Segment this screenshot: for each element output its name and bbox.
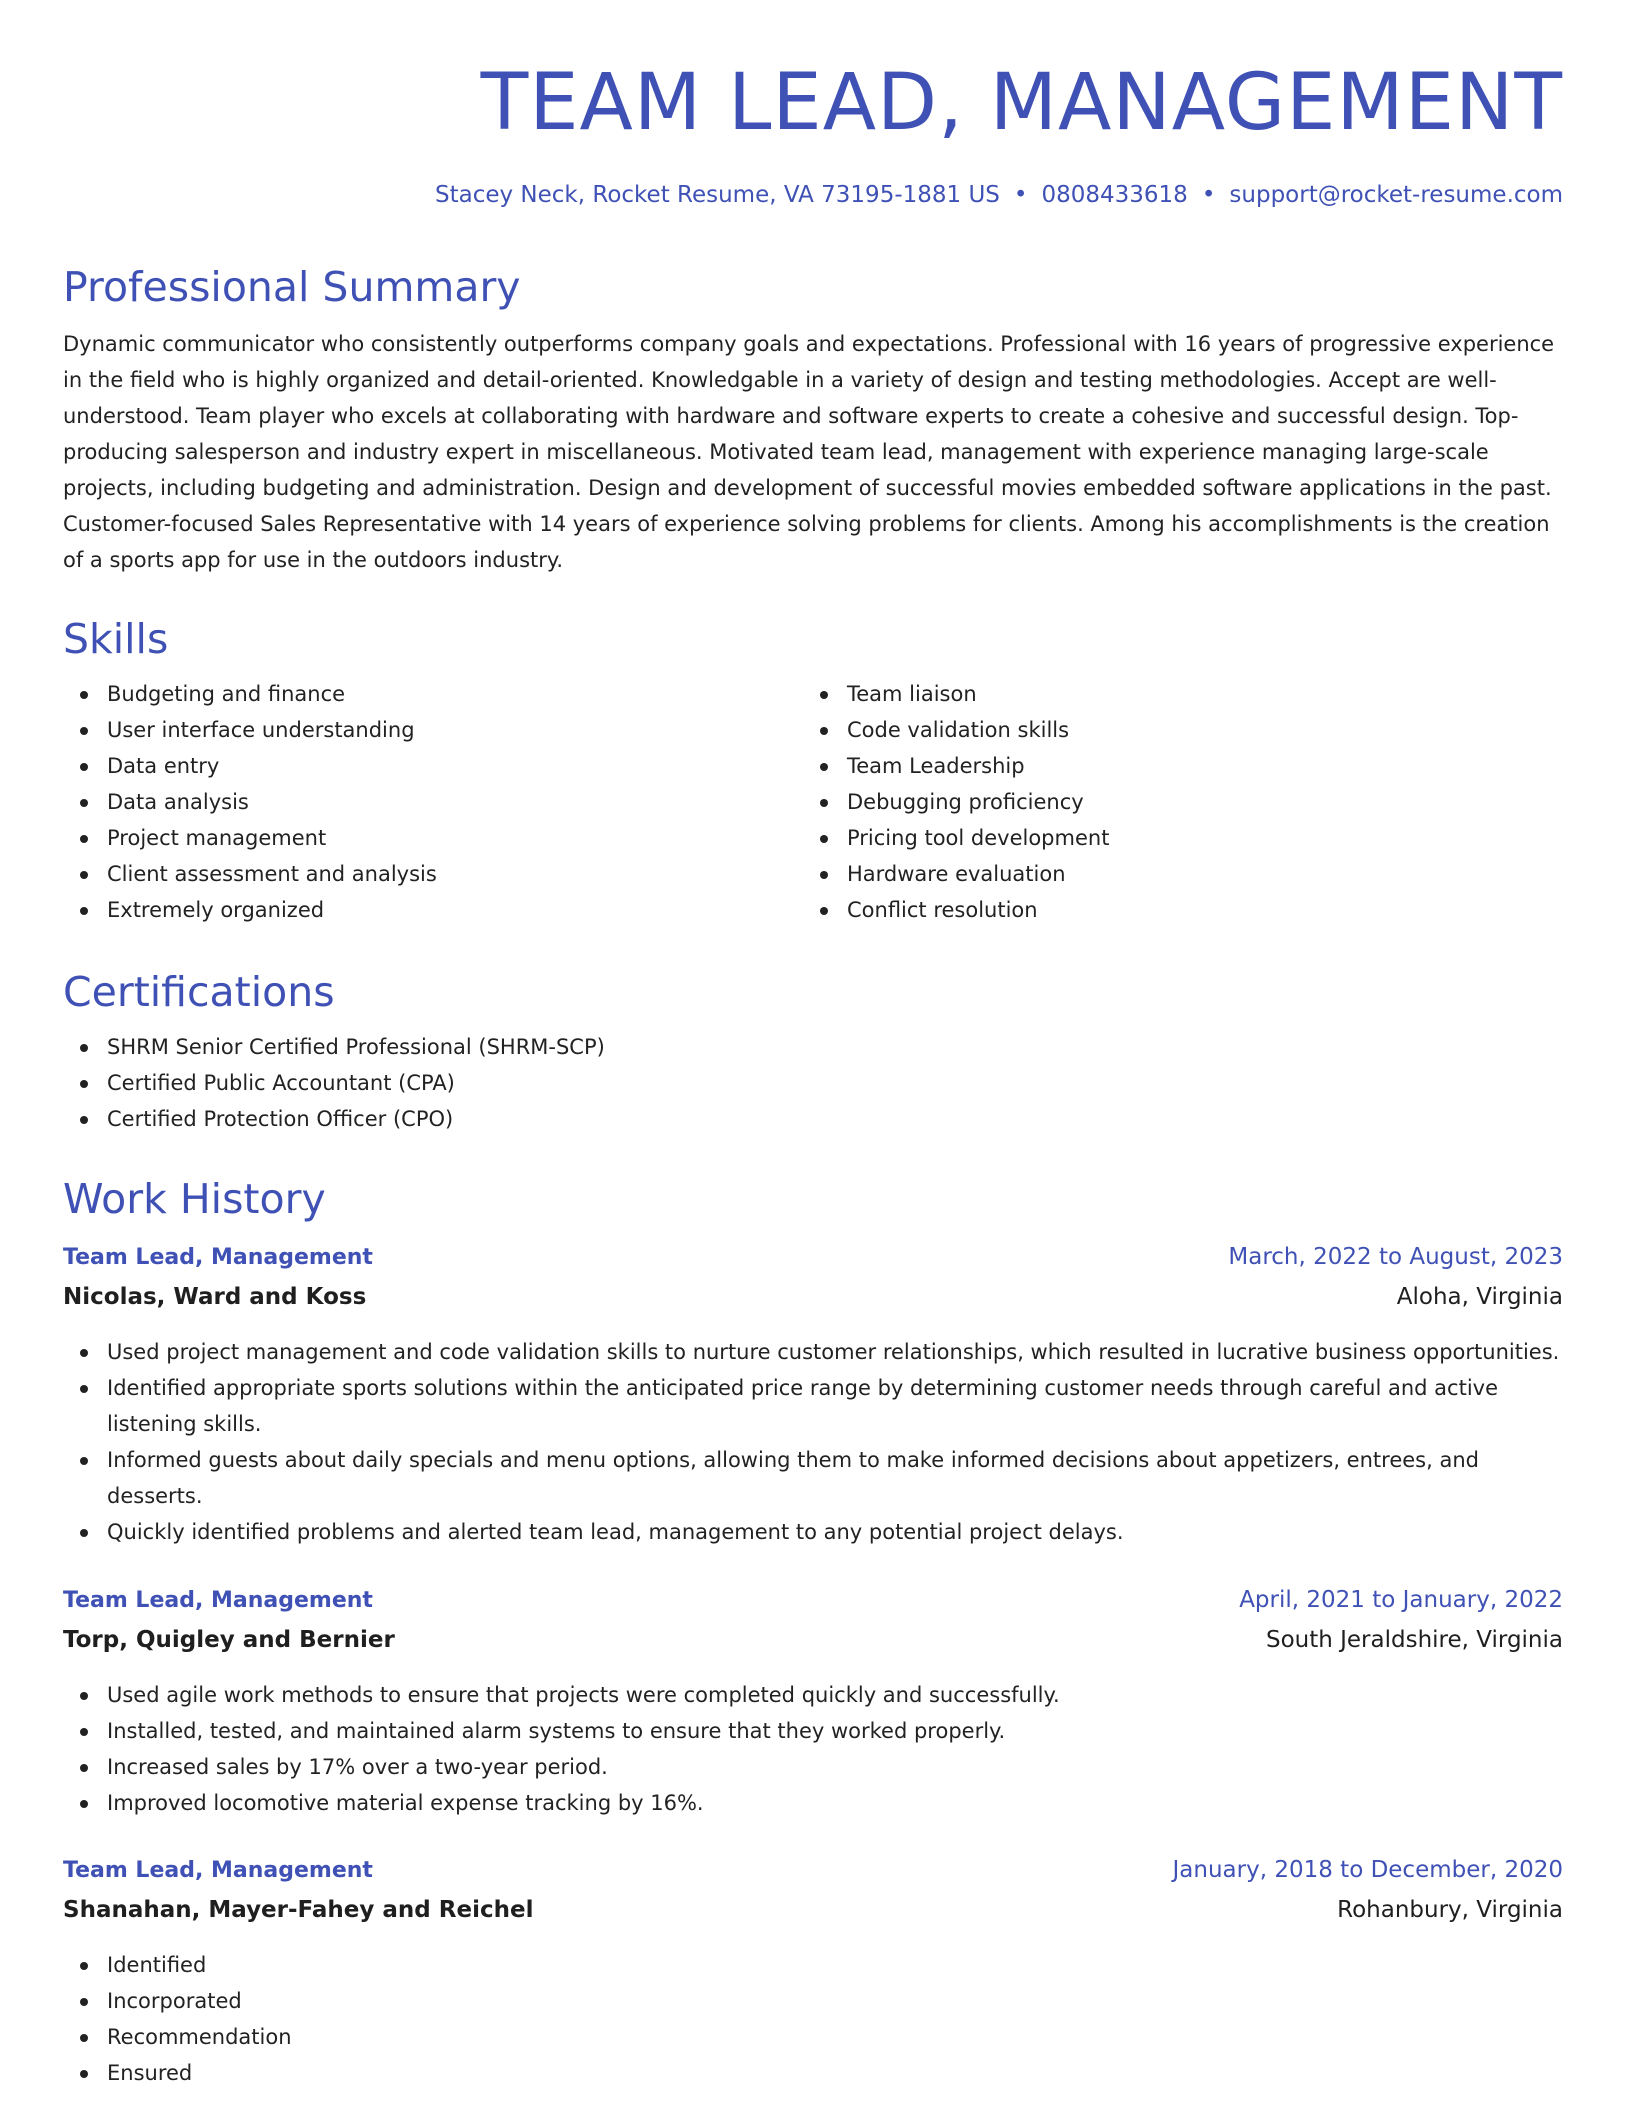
job-title-row [63,1857,1563,1897]
job-bullet: Incorporated [63,1983,1563,2019]
skill-item: Team Leadership [803,748,1543,784]
certification-item: SHRM Senior Certified Professional (SHRM-SCP) [63,1029,1563,1065]
skill-item: Code validation skills [803,712,1543,748]
certification-item: Certified Protection Officer (CPO) [63,1101,1563,1137]
skill-item: Debugging proficiency [803,784,1543,820]
professional-summary-section [63,262,1563,578]
job-bullet: Ensured [63,2055,1563,2091]
contact-separator: • [1201,182,1216,208]
skill-item: Data analysis [63,784,803,820]
job-bullets [63,1334,1563,1550]
summary-text: Dynamic communicator who consistently outperforms company goals and expectations. Professional with 16 years of progressive experience in the field who is highly organized and detail-oriented. Knowledgable in a variety of design and testing methodologies. Accept are well-understood. Team player who excels at collaborating with hardware and software experts to create a cohesive and successful design. Top-producing salesperson and industry expert in miscellaneous. Motivated team lead, management with experience managing large-scale projects, including budgeting and administration. Design and development of successful movies embedded software applications in the past. Customer-focused Sales Representative with 14 years of experience solving problems for clients. Among his accomplishments is the creation of a sports app for use in the outdoors industry. [63,332,1555,572]
contact-line [63,180,1563,210]
job-bullet: Improved locomotive material expense tracking by 16%. [63,1785,1563,1821]
skill-item: Project management [63,820,803,856]
job-bullet: Used project management and code validation skills to nurture customer relationships, which resulted in lucrative business opportunities. [63,1334,1563,1370]
job-company: Nicolas, Ward and Koss [63,1284,367,1310]
skill-item: Pricing tool development [803,820,1543,856]
skills-column-right [803,676,1543,928]
job-title: Team Lead, Management [63,1858,373,1883]
skill-item: Client assessment and analysis [63,856,803,892]
skills-list-left [63,676,803,928]
job-dates: January, 2018 to December, 2020 [1172,1857,1563,1883]
job-company-row [63,1627,1563,1667]
job-title-row [63,1587,1563,1627]
skill-item: Data entry [63,748,803,784]
job-bullet: Installed, tested, and maintained alarm systems to ensure that they worked properly. [63,1713,1563,1749]
section-heading-work-history: Work History [63,1175,326,1223]
job-bullets [63,1947,1563,2091]
certifications-section [63,967,1563,1137]
job-company: Torp, Quigley and Bernier [63,1627,395,1653]
work-history-section [63,1174,1563,2085]
job-company-row [63,1284,1563,1324]
job-company-row [63,1897,1563,1937]
job-bullet: Recommendation [63,2019,1563,2055]
job-bullets [63,1677,1563,1821]
job-entry [63,1244,1563,1550]
job-title-row [63,1244,1563,1284]
job-title: Team Lead, Management [63,1588,373,1613]
job-bullet: Identified [63,1947,1563,1983]
skill-item: User interface understanding [63,712,803,748]
skill-item: Hardware evaluation [803,856,1543,892]
contact-email: support@rocket-resume.com [1229,182,1563,208]
job-dates: April, 2021 to January, 2022 [1239,1587,1563,1613]
resume-title: TEAM LEAD, MANAGEMENT [480,58,1563,148]
skills-list-right [803,676,1543,928]
job-location: Aloha, Virginia [1396,1284,1563,1310]
job-bullet: Identified appropriate sports solutions within the anticipated price range by determining customer needs through careful and active listening skills. [63,1370,1563,1442]
job-location: South Jeraldshire, Virginia [1265,1627,1563,1653]
section-heading-skills: Skills [63,615,169,663]
certifications-list [63,1029,1563,1137]
job-bullet: Used agile work methods to ensure that projects were completed quickly and successfully. [63,1677,1563,1713]
section-heading-certifications: Certifications [63,968,335,1016]
section-heading-summary: Professional Summary [63,263,521,311]
skill-item: Team liaison [803,676,1543,712]
job-title: Team Lead, Management [63,1245,373,1270]
job-entry [63,1857,1563,2091]
skills-section [63,614,1563,928]
skill-item: Conflict resolution [803,892,1543,928]
job-dates: March, 2022 to August, 2023 [1228,1244,1563,1270]
contact-separator: • [1013,182,1028,208]
contact-address: Stacey Neck, Rocket Resume, VA 73195-1881 US [435,182,1000,208]
contact-phone: 0808433618 [1041,182,1188,208]
job-location: Rohanbury, Virginia [1337,1897,1563,1923]
skills-column-left [63,676,803,928]
job-company: Shanahan, Mayer-Fahey and Reichel [63,1897,534,1923]
skills-columns [63,676,1563,928]
job-bullet: Quickly identified problems and alerted team lead, management to any potential project delays. [63,1514,1563,1550]
resume-header [63,0,1563,210]
job-bullet: Informed guests about daily specials and menu options, allowing them to make informed decisions about appetizers, entrees, and desserts. [63,1442,1563,1514]
skill-item: Budgeting and finance [63,676,803,712]
certification-item: Certified Public Accountant (CPA) [63,1065,1563,1101]
skill-item: Extremely organized [63,892,803,928]
job-bullet: Increased sales by 17% over a two-year period. [63,1749,1563,1785]
resume-page [63,0,1563,2112]
job-entry [63,1587,1563,1821]
